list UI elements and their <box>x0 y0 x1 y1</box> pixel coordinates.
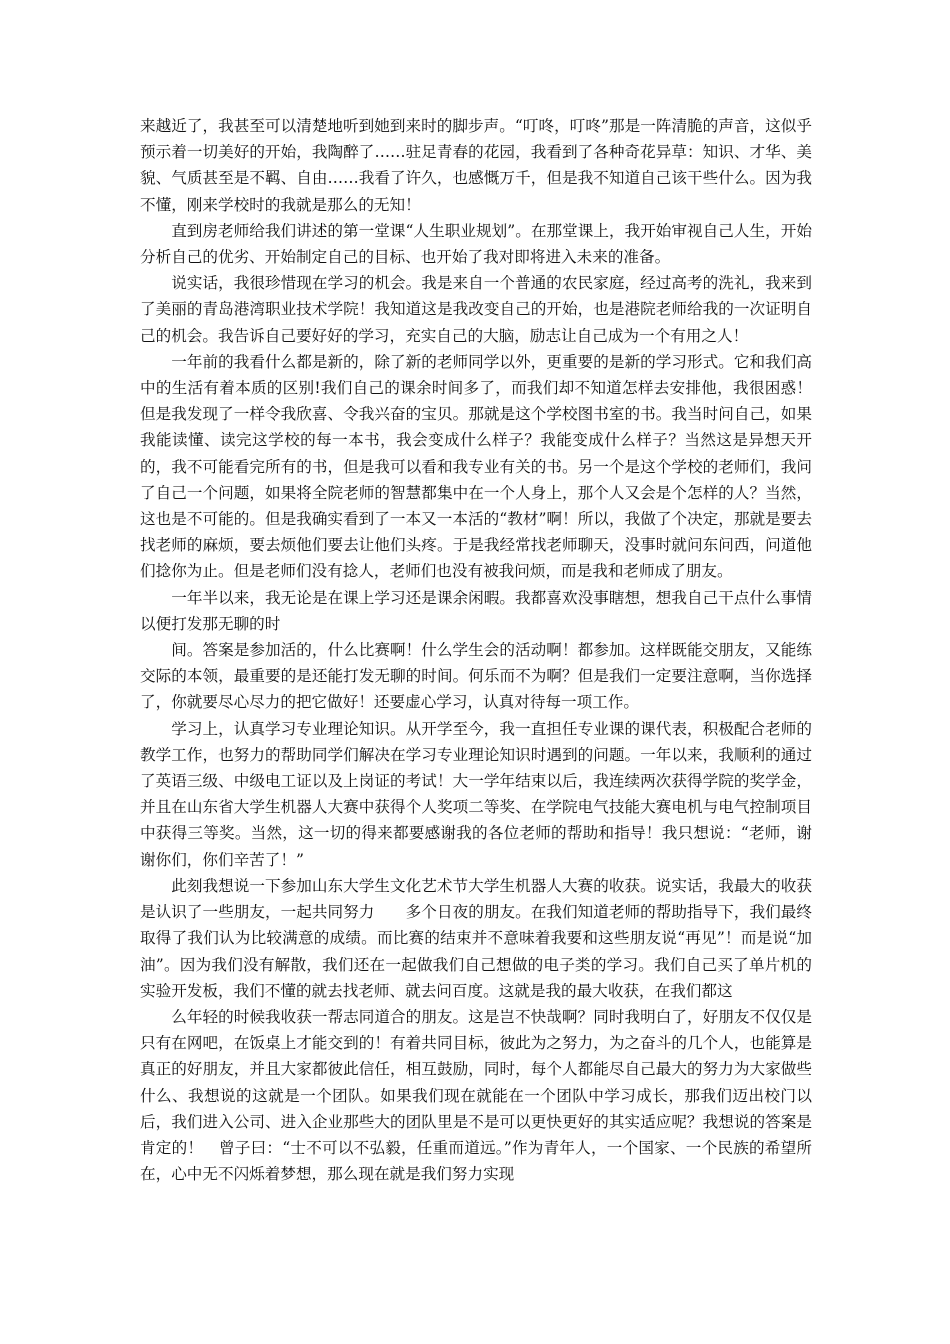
paragraph-2: 直到房老师给我们讲述的第一堂课“人生职业规划”。在那堂课上，我开始审视自己人生，开始分析自己的优劣、开始制定自己的目标、也开始了我对即将进入未来的准备。 <box>140 221 812 267</box>
paragraph-1: 来越近了，我甚至可以清楚地听到她到来时的脚步声。“叮咚，叮咚”那是一阵清脆的声音，这似乎预示着一切美好的开始，我陶醉了……驻足青春的花园，我看到了各种奇花异草：知识、才华、美貌、气质甚至是不羁、自由……我看了许久，也感慨万千，但是我不知道自己该干些什么。因为我不懂，刚来学校时的我就是那么的无知！ <box>140 117 812 214</box>
document-body <box>140 113 812 1187</box>
paragraph-7: 学习上，认真学习专业理论知识。从开学至今，我一直担任专业课的课代表，积极配合老师的教学工作，也努力的帮助同学们解决在学习专业理论知识时遇到的问题。一年以来，我顺利的通过了英语三级、中级电工证以及上岗证的考试！大一学年结束以后，我连续两次获得学院的奖学金，并且在山东省大学生机器人大赛中获得个人奖项二等奖、在学院电气技能大赛电机与电气控制项目中获得三等奖。当然，这一切的得来都要感谢我的各位老师的帮助和指导！我只想说：“老师，谢谢你们，你们辛苦了！” <box>140 719 812 869</box>
paragraph-4: 一年前的我看什么都是新的，除了新的老师同学以外，更重要的是新的学习形式。它和我们高中的生活有着本质的区别!我们自己的课余时间多了，而我们却不知道怎样去安排他，我很困惑！但是我发现了一样令我欣喜、令我兴奋的宝贝。那就是这个学校图书室的书。我当时问自己，如果我能读懂、读完这学校的每一本书，我会变成什么样子？我能变成什么样子？当然这是异想天开的，我不可能看完所有的书，但是我可以看和我专业有关的书。另一个是这个学校的老师们，我问了自己一个问题，如果将全院老师的智慧都集中在一个人身上，那个人又会是个怎样的人？当然，这也是不可能的。但是我确实看到了一本又一本活的“教材”啊！所以，我做了个决定，那就是要去找老师的麻烦，要去烦他们要去让他们头疼。于是我经常找老师聊天，没事时就问东问西，问道他们捻你为止。但是老师们没有捻人，老师们也没有被我问烦，而是我和老师成了朋友。 <box>140 352 812 581</box>
paragraph-3: 说实话，我很珍惜现在学习的机会。我是来自一个普通的农民家庭，经过高考的洗礼，我来到了美丽的青岛港湾职业技术学院！我知道这是我改变自己的开始，也是港院老师给我的一次证明自己的机会。我告诉自己要好好的学习，充实自己的大脑，励志让自己成为一个有用之人！ <box>140 274 812 345</box>
paragraph-5: 一年半以来，我无论是在课上学习还是课余闲暇。我都喜欢没事瞎想，想我自己干点什么事情以便打发那无聊的时 <box>140 588 812 633</box>
paragraph-6: 间。答案是参加活的，什么比赛啊！什么学生会的活动啊！都参加。这样既能交朋友，又能练交际的本领，最重要的是还能打发无聊的时间。何乐而不为啊？但是我们一定要注意啊，当你选择了，你就要尽心尽力的把它做好！还要虚心学习，认真对待每一项工作。 <box>140 641 812 712</box>
paragraph-9: 么年轻的时候我收获一帮志同道合的朋友。这是岂不快哉啊？同时我明白了，好朋友不仅仅是只有在网吧，在饭桌上才能交到的！有着共同目标，彼此为之努力，为之奋斗的几个人，也能算是真正的好朋友，并且大家都彼此信任，相互鼓励，同时，每个人都能尽自己最大的努力为大家做些什么、我想说的这就是一个团队。如果我们现在就能在一个团队中学习成长，那我们迈出校门以后，我们进入公司、进入企业那些大的团队里是不是可以更快更好的其实适应呢？我想说的答案是肯定的！ 曾子曰：“士不可以不弘毅，任重而道远。”作为青年人，一个国家、一个民族的希望所在，心中无不闪烁着梦想，那么现在就是我们努力实现 <box>140 1007 812 1184</box>
paragraph-8: 此刻我想说一下参加山东大学生文化艺术节大学生机器人大赛的收获。说实话，我最大的收获是认识了一些朋友，一起共同努力 多个日夜的朋友。在我们知道老师的帮助指导下，我们最终取得了我们认为比较满意的成绩。而比赛的结束并不意味着我要和这些朋友说“再见”！而是说“加油”。因为我们没有解散，我们还在一起做我们自己想做的电子类的学习。我们自己买了单片机的实验开发板，我们不懂的就去找老师、就去问百度。这就是我的最大收获，在我们都这 <box>140 876 812 1000</box>
